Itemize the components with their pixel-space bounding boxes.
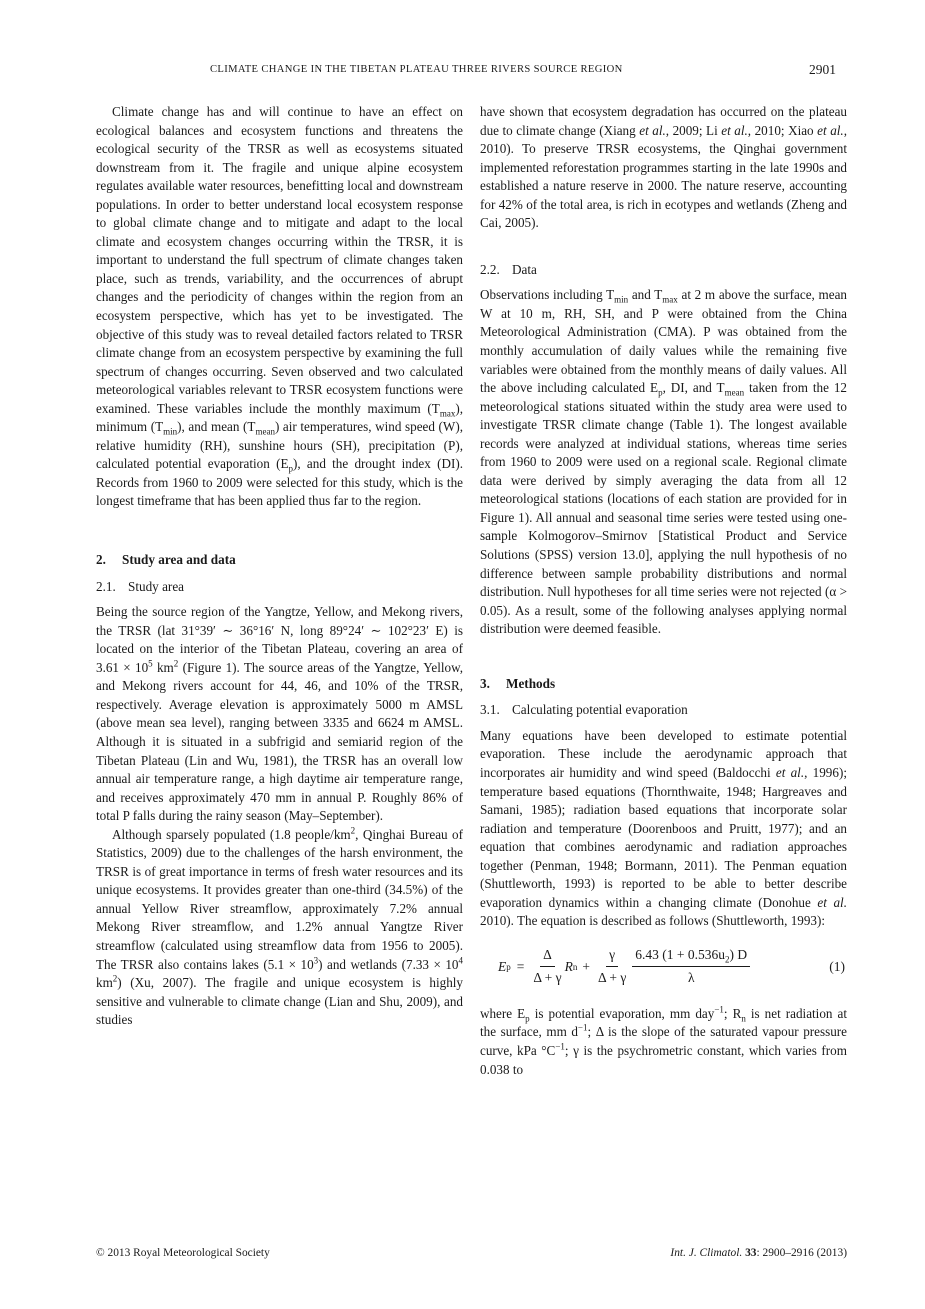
eq-f1-den: Δ + γ [533,970,562,986]
et-al: et al. [639,122,666,138]
where-text-c: ; R [723,1005,742,1021]
equation-body: E p = $\frac{\Delta}{\Delta + \gamma}$ R n + $\frac{\gamma}{\Delta + \gamma}$ $\frac{6.43 (1 + 0.536u_2) D}{\lambda}$ [498,946,753,988]
methods-text-a: Many equations have been developed to estimate potential evaporation. These include the aerodynamic approach that incorporates air humidity and wind speed (Baldocchi [480,727,847,780]
tmin-subscript: min [614,295,629,305]
subsection-number: 3.1. [480,702,500,718]
eq-f2-num: γ [606,946,618,968]
data-text-c: at 2 m above the surface, mean W at 10 m, RH, SH, and P were obtained from the China Meteorological Administration (CMA). P was obtained from the monthly accumulation of daily values while the remaining five variables were obtained from the monthly means of daily values. All the above including calculated E [480,287,847,396]
superscript: 2 [112,973,118,984]
cont-text-c: , 2010; Xiao [747,122,818,138]
intro-text-3: ), and mean (T [177,419,256,435]
where-text-b: is potential evaporation, mm day [529,1005,715,1021]
cont-text-a: have shown that ecosystem degradation has occurred on the plateau due to climate change (Xiang [480,104,847,138]
cont-text-d: , 2010). To preserve TRSR ecosystems, the Qinghai government implemented reforestation programmes starting in the late 1990s and established a nature reserve in 2000. The nature reserve, accounting for 42% of the total area, is rich in ecotypes and wetlands (Zheng and Cai, 2005). [480,122,847,231]
cont-text-b: , 2009; Li [665,122,722,138]
study-area-paragraph-2 [96,826,463,1030]
superscript: −1 [714,1004,724,1015]
intro-text-4: ) air temperatures, wind speed (W), relative humidity (RH), sunshine hours (SH), precipitation (P), calculated potential evaporation (E [96,419,463,472]
where-text-d: is net radiation at the surface, mm d [480,1005,847,1040]
eq-f3-num-sub: 2 [725,954,730,965]
journal-name: Int. J. Climatol. [670,1247,743,1259]
study-area-text-2c: ) and wetlands (7.33 × 10 [318,956,459,972]
study-area-text-2b: , Qinghai Bureau of Statistics, 2009) due to the challenges of the harsh environment, the TRSR is of great importance in terms of fresh water resources and its unique ecosystems. It provides greater than one-third (34.5%) of the annual Yellow River streamflow, approximately 7.2% annual Mekong River streamflow, and 1.2% annual Yangtze River streamflow (calculated using streamflow data from 1956 to 2005). The TRSR also contains lakes (5.1 × 10 [96,826,464,972]
section-number: 3. [480,675,490,691]
eq-f1-num: Δ [540,946,555,968]
tmin-subscript: min [163,426,178,437]
journal-pages: : 2900–2916 (2013) [756,1247,847,1259]
eq-fraction-1 [533,946,561,988]
methods-text-b: , 1996); temperature based equations (Thornthwaite, 1948; Hargreaves and Samani, 1985); radiation based equations that incorporate solar radiation and temperature (Doorenboos and Pruitt, 1977); and an equation that combines aerodynamic and radiation approaches together (Penman, 1948; Bormann, 2011). The Penman equation (Shuttleworth, 1993) is reported to be able to better describe evaporation dynamics within a changing climate (Donohue [480,764,847,910]
data-text-d: , DI, and T [662,380,725,396]
ep-subscript: p [288,464,293,475]
methods-text-c: 2010). The equation is described as follows (Shuttleworth, 1993): [480,913,826,929]
eq-fraction-3 [632,946,750,988]
section-title: Study area and data [122,552,236,568]
eq-f3-num [632,946,750,968]
where-text-a: where E [480,1005,526,1021]
subsection-heading-evaporation [480,701,847,720]
eq-f3-num-end: ) D [729,946,748,962]
section-title: Methods [506,675,556,691]
data-text-b: and T [628,287,663,303]
intro-text-5: ), and the drought index (DI). Records from 1960 to 2009 were selected for this study, which is the longest timeframe that has been applied thus far to the region. [96,456,463,509]
superscript: −1 [555,1041,565,1052]
superscript: 2 [350,825,356,836]
subsection-heading-data [480,261,847,280]
journal-volume: 33 [745,1247,757,1259]
study-area-paragraph-1 [96,603,463,826]
eq-f3-den: λ [687,970,695,986]
et-al: et al. [817,894,847,910]
study-area-text-2d: km [96,975,113,991]
footer-citation [670,1247,847,1259]
eq-equals: = [516,958,525,974]
study-area-text-1b: km [152,659,174,675]
subsection-number: 2.2. [480,261,500,277]
left-column [96,103,463,1030]
tmax-subscript: max [439,408,456,419]
eq-rn: R [564,958,573,974]
where-text-e: ; Δ is the slope of the saturated vapour pressure curve, kPa °C [480,1024,848,1058]
continued-paragraph [480,103,847,233]
study-area-text-2a: Although sparsely populated (1.8 people/km [112,826,351,842]
penman-equation [480,939,847,995]
section-number: 2. [96,552,106,568]
study-area-text-2e: ) (Xu, 2007). The fragile and unique ecosystem is highly sensitive and vulnerable to climate change (Lian and Shu, 2009), and studies [96,975,463,1028]
tmax-subscript: max [662,295,678,305]
equation-number: (1) [829,958,845,974]
superscript: −1 [577,1023,588,1034]
eq-fraction-2 [598,946,626,988]
study-area-text-1a: Being the source region of the Yangtze, Yellow, and Mekong rivers, the TRSR (lat 31°39′ ∼ 36°16′ N, long 89°24′ ∼ 102°23′ E) is located on the interior of the Tibetan Plateau, covering an area of 3.61 × 10 [96,604,463,675]
superscript: 2 [173,658,179,669]
superscript: 4 [458,955,463,966]
et-al: et al. [721,122,748,138]
eq-f2-den: Δ + γ [598,970,627,986]
superscript: 5 [148,658,153,669]
where-text-f: ; γ is the psychrometric constant, which varies from 0.038 to [480,1042,847,1077]
methods-paragraph [480,727,847,931]
footer-copyright: © 2013 Royal Meteorological Society [96,1247,270,1259]
section-heading-methods [480,675,847,694]
subsection-title: Data [512,261,537,277]
data-text-e: taken from the 12 meteorological stations situated within the study area were used to investigate TRSR climate change (Table 1). The longest available records were analyzed at individual stations, whereas time series from 1960 to 2009 were used on a regional scale. Regional climate data were derived by simply averaging the data from all 12 meteorological stations (locations of each station are provided for in Figure 1). All annual and seasonal time series were tested using one-sample Kolmogorov–Smirnov [Statistical Product and Service Solutions (SPSS) version 13.0], applying the null hypothesis of no difference between sample probability distributions and normal distribution. Null hypotheses for all time series were not rejected (α > 0.05). As a result, some of the following analyses applying normal distribution were deemed feasible. [480,380,847,637]
intro-paragraph [96,103,463,511]
tmean-subscript: mean [255,426,275,437]
intro-text: Climate change has and will continue to have an effect on ecological balances and ecosystem functions and threatens the ecological security of the TRSR as well as ecosystems situated downstream from it. The fragile and unique alpine ecosystem regulates available water resources, benefitting local and downstream populations. In order to better understand local ecosystem response to global climate change and to mitigate and adapt to the local climate and ecosystem changes occurring within the TRSR, it is important to understand the full spectrum of climate changes taken place, such as trends, variability, and the occurrences of abrupt changes and the periodicity of changes within the region from an ecosystem perspective, which has yet to be investigated. The objective of this study was to reveal detailed factors related to TRSR climate change from an ecosystem perspective by examining the full spectrum of changes occurring. Seven observed and two calculated meteorological variables relevant to TRSR ecosystem functions were examined. These variables include the monthly maximum (T [96,104,463,416]
tmean-subscript: mean [724,387,745,398]
subsection-title: Calculating potential evaporation [512,702,688,718]
ep-subscript: p [525,1013,530,1024]
superscript: 3 [313,955,319,966]
rn-subscript: n [741,1013,746,1024]
data-text-a: Observations including T [480,287,615,303]
where-paragraph [480,1005,847,1079]
subsection-number: 2.1. [96,578,116,594]
et-al: et al. [775,764,805,780]
data-paragraph [480,286,847,638]
right-column [480,103,847,1079]
eq-plus: + [582,958,591,974]
subsection-title: Study area [128,578,185,594]
page-number: 2901 [809,62,836,77]
section-heading-study-area [96,551,463,570]
subsection-heading-study-area [96,578,463,597]
eq-lhs: E [498,958,507,974]
eq-f3-num-text: 6.43 (1 + 0.536u [635,946,726,962]
et-al: et al. [817,122,844,138]
running-title: CLIMATE CHANGE IN THE TIBETAN PLATEAU THREE RIVERS SOURCE REGION [210,64,623,75]
ep-subscript: p [658,387,663,398]
intro-text-2: ), minimum (T [96,400,463,435]
study-area-text-1c: (Figure 1). The source areas of the Yangtze, Yellow, and Mekong rivers account for 44, 46, and 10% of the TRSR, respectively. Average elevation is approximately 5000 m AMSL (above mean sea level), ranging between 3335 and 6624 m AMSL. Although it is situated in a subfrigid and semiarid region of the Tibetan Plateau (Lin and Wu, 1981), the TRSR has an overall low annual air temperature range, a high daytime air temperature range, and receives approximately 470 mm in annual P. Roughly 86% of total P falls during the rainy season (May–September). [96,659,464,824]
